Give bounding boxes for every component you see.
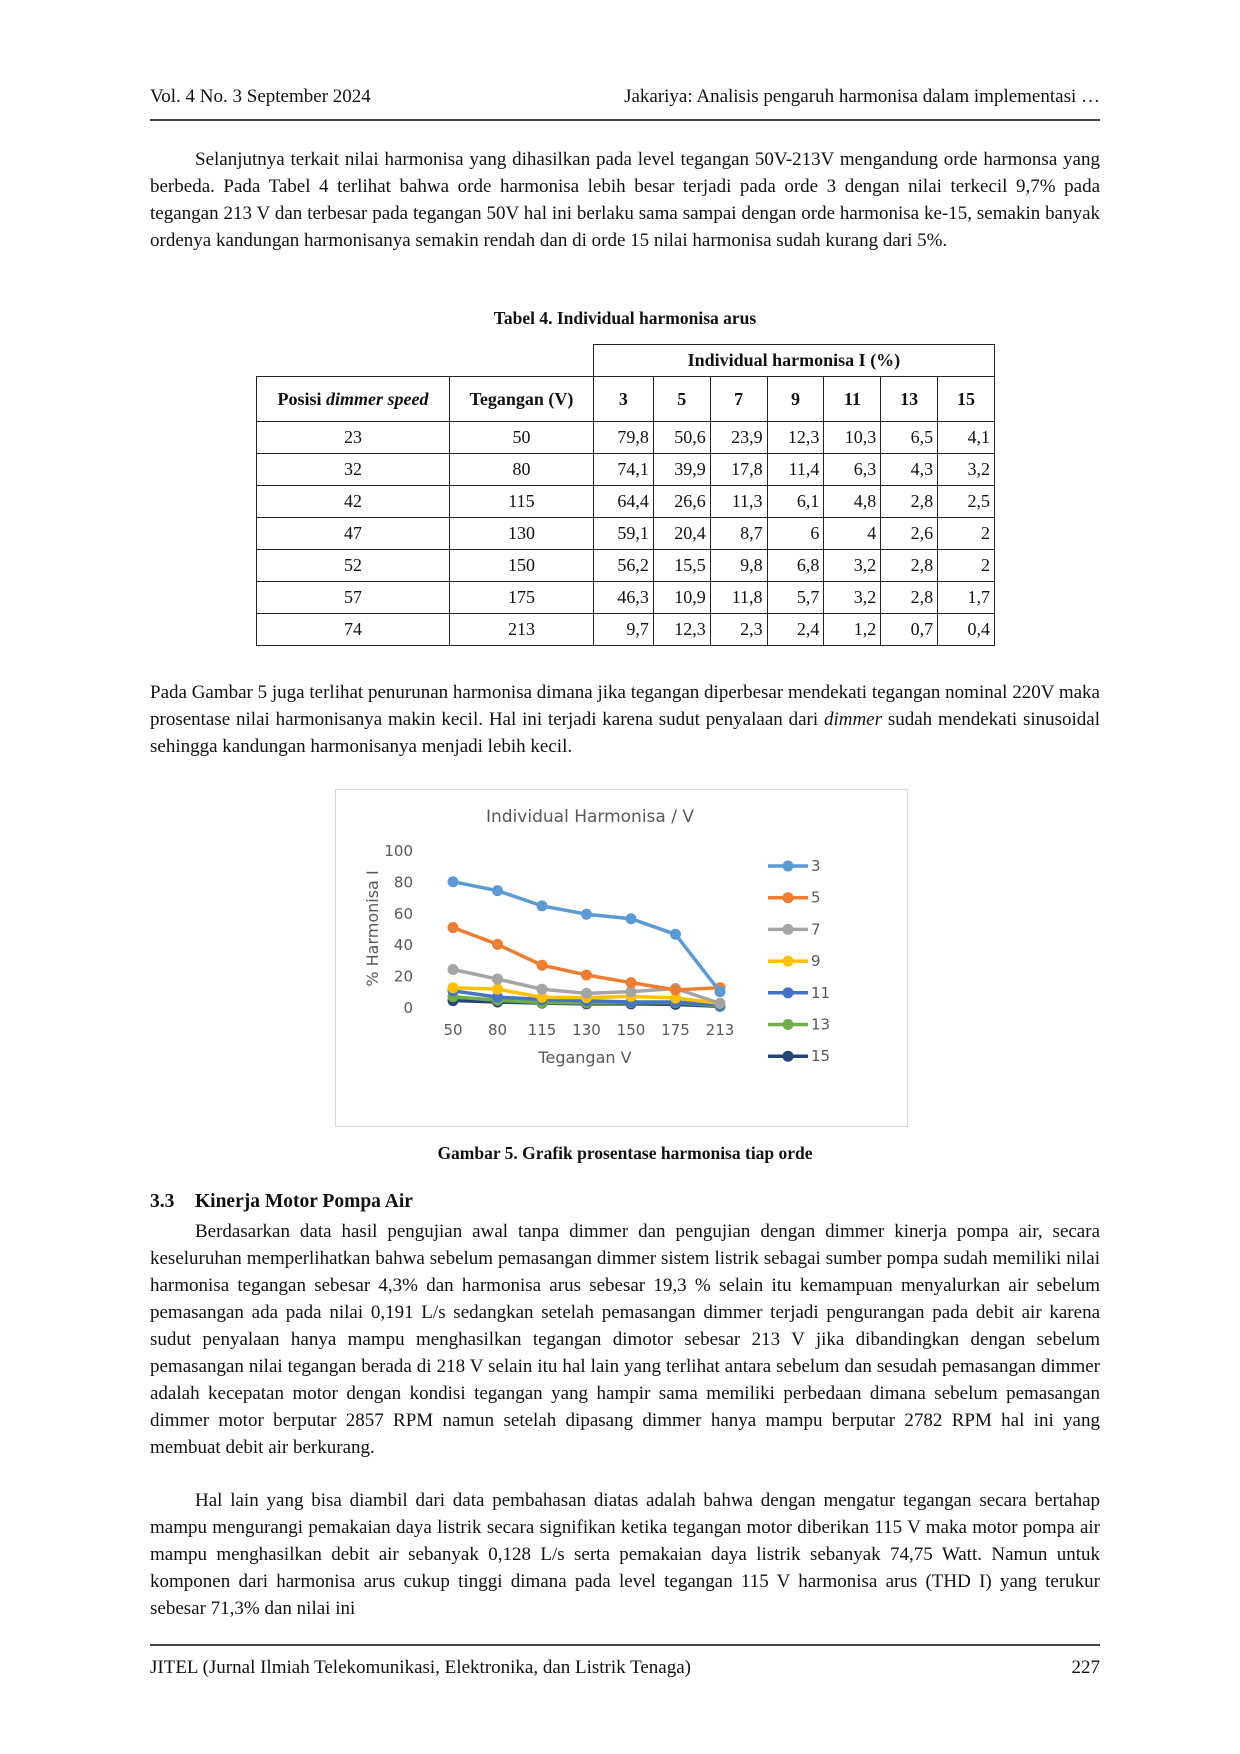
cell-harmonic: 11,8 [710,582,767,614]
col-order: 7 [710,377,767,422]
col-order: 11 [824,377,881,422]
table-group-header-row [257,345,995,377]
data-point [492,939,503,950]
cell-harmonic: 64,4 [593,486,653,518]
cell-harmonic: 2 [938,518,995,550]
harmonic-chart [335,789,908,1127]
cell-harmonic: 17,8 [710,454,767,486]
cell-posisi: 23 [257,422,450,454]
data-point [537,984,548,995]
cell-posisi: 74 [257,614,450,646]
x-tick-label: 150 [616,1021,646,1039]
cell-posisi: 57 [257,582,450,614]
header-rule [150,119,1100,121]
table-caption: Tabel 4. Individual harmonisa arus [493,308,757,328]
paragraph-harmonic-orders: Selanjutnya terkait nilai harmonisa yang dihasilkan pada level tegangan 50V-213V mengandung orde harmonsa yang berbeda. Pada Tabel 4 terlihat bahwa orde harmonisa lebih besar terjadi pada orde 3 dengan nilai terkecil 9,7% pada tegangan 213 V dan terbesar pada tegangan 50V hal ini berlaku sama sampai dengan orde harmonisa ke-15, semakin banyak ordenya kandungan harmonisanya semakin rendah dan di orde 15 nilai harmonisa sudah kurang dari 5%. [150,149,1100,251]
y-tick-label: 60 [393,904,413,923]
cell-harmonic: 0,4 [938,614,995,646]
legend-marker [783,924,794,935]
cell-tegangan: 115 [450,486,594,518]
col-order: 15 [938,377,995,422]
cell-harmonic: 2,3 [710,614,767,646]
x-tick-label: 213 [705,1021,735,1039]
cell-harmonic: 2,8 [881,550,938,582]
cell-harmonic: 26,6 [653,486,710,518]
cell-harmonic: 6 [767,518,824,550]
table-body [257,422,995,646]
cell-harmonic: 10,9 [653,582,710,614]
paragraph-motor-performance: Berdasarkan data hasil pengujian awal tanpa dimmer dan pengujian dengan dimmer kinerja pompa air, secara keseluruhan memperlihatkan bahwa sebelum pemasangan dimmer sistem listrik sebagai sumber pompa sudah memiliki nilai harmonisa tegangan sebesar 4,3% dan harmonisa arus sebesar 19,3 % selain itu kemampuan menyalurkan air sebelum pemasangan ada pada nilai 0,191 L/s sedangkan setelah pemasangan dimmer terjadi pengurangan pada debit air karena sudut penyalaan hanya mampu menghasilkan tegangan dimotor sebesar 213 V jika dibandingkan dengan sebelum pemasangan nilai tegangan berada di 218 V selain itu hal lain yang terlihat antara sebelum dan sesudah pemasangan dimmer adalah kecepatan motor dengan kondisi tegangan yang hampir sama memiliki perbedaan dimana sebelum pemasangan dimmer motor berputar 2857 RPM namun setelah dipasang dimmer hanya mampu berputar 2782 RPM hal ini yang membuat debit air berkurang. [150,1221,1100,1458]
cell-harmonic: 12,3 [653,614,710,646]
cell-harmonic: 1,7 [938,582,995,614]
cell-harmonic: 4,1 [938,422,995,454]
cell-harmonic: 4 [824,518,881,550]
cell-harmonic: 4,8 [824,486,881,518]
cell-harmonic: 3,2 [824,550,881,582]
data-point [492,885,503,896]
cell-harmonic: 15,5 [653,550,710,582]
data-point [492,974,503,985]
cell-tegangan: 130 [450,518,594,550]
cell-harmonic: 74,1 [593,454,653,486]
y-tick-label: 80 [393,873,413,892]
cell-harmonic: 10,3 [824,422,881,454]
y-tick-label: 40 [393,936,413,955]
cell-harmonic: 11,4 [767,454,824,486]
cell-harmonic: 0,7 [881,614,938,646]
legend-label: 3 [811,857,821,875]
legend-label: 15 [811,1047,831,1066]
data-point [448,964,459,975]
cell-harmonic: 6,8 [767,550,824,582]
cell-harmonic: 2,5 [938,486,995,518]
data-point [581,909,592,920]
table-row [257,454,995,486]
cell-harmonic: 46,3 [593,582,653,614]
cell-harmonic: 3,2 [824,582,881,614]
legend-label: 9 [811,952,821,971]
legend-label: 13 [811,1015,831,1034]
section-heading [150,1191,1100,1213]
cell-harmonic: 2,8 [881,486,938,518]
cell-harmonic: 20,4 [653,518,710,550]
cell-harmonic: 9,7 [593,614,653,646]
legend-marker [783,892,794,903]
legend-label: 11 [811,983,831,1002]
figure-caption: Gambar 5. Grafik prosentase harmonisa tiap orde [437,1143,813,1163]
data-point [626,977,637,988]
chart-svg [336,790,907,1126]
data-point [537,960,548,971]
x-tick-label: 175 [661,1021,690,1039]
y-tick-label: 100 [384,842,413,860]
legend-marker [783,956,794,967]
cell-harmonic: 59,1 [593,518,653,550]
running-header [150,86,1100,108]
cell-harmonic: 9,8 [710,550,767,582]
cell-tegangan: 150 [450,550,594,582]
data-point [492,984,503,995]
cell-harmonic: 23,9 [710,422,767,454]
data-point [581,969,592,980]
running-footer [150,1657,1100,1679]
cell-harmonic: 6,5 [881,422,938,454]
data-point [670,929,681,940]
cell-tegangan: 175 [450,582,594,614]
cell-posisi: 52 [257,550,450,582]
data-point [715,986,726,997]
y-tick-label: 20 [393,967,413,986]
cell-posisi: 32 [257,454,450,486]
legend-label: 7 [811,920,821,939]
legend-marker [783,1051,794,1062]
y-axis-label: % Harmonisa I [363,870,382,987]
table-row [257,614,995,646]
x-tick-label: 50 [443,1021,463,1039]
cell-posisi: 42 [257,486,450,518]
cell-harmonic: 2 [938,550,995,582]
col-order: 5 [653,377,710,422]
data-point [537,900,548,911]
table-row [257,518,995,550]
header-article: Jakariya: Analisis pengaruh harmonisa dalam implementasi … [624,86,1100,107]
data-point [626,913,637,924]
cell-harmonic: 12,3 [767,422,824,454]
section-title: Kinerja Motor Pompa Air [195,1191,413,1212]
data-point [715,998,726,1009]
legend-marker [783,1019,794,1030]
section-number: 3.3 [150,1191,175,1212]
table-row [257,582,995,614]
cell-posisi: 47 [257,518,450,550]
data-point [581,988,592,999]
cell-harmonic: 1,2 [824,614,881,646]
paragraph-figure-intro: Pada Gambar 5 juga terlihat penurunan harmonisa dimana jika tegangan diperbesar mendekati tegangan nominal 220V maka prosentase nilai harmonisanya makin kecil. Hal ini terjadi karena sudut penyalaan dari dimmer sudah mendekati sinusoidal sehingga kandungan harmonisanya menjadi lebih kecil. [150,682,1101,757]
cell-tegangan: 213 [450,614,594,646]
cell-harmonic: 56,2 [593,550,653,582]
col-order: 3 [593,377,653,422]
cell-harmonic: 79,8 [593,422,653,454]
cell-harmonic: 8,7 [710,518,767,550]
col-order: 9 [767,377,824,422]
table-row [257,422,995,454]
cell-harmonic: 39,9 [653,454,710,486]
x-tick-label: 130 [572,1021,601,1039]
cell-harmonic: 50,6 [653,422,710,454]
cell-harmonic: 2,8 [881,582,938,614]
footer-rule [150,1644,1100,1646]
page-number: 227 [1071,1657,1100,1678]
data-point [448,982,459,993]
cell-harmonic: 11,3 [710,486,767,518]
y-tick-label: 0 [403,999,413,1017]
legend-label: 5 [811,888,821,907]
col-posisi: Posisi dimmer speed [257,377,450,422]
col-order: 13 [881,377,938,422]
group-header: Individual harmonisa I (%) [593,345,994,377]
cell-harmonic: 2,4 [767,614,824,646]
cell-tegangan: 80 [450,454,594,486]
header-volume: Vol. 4 No. 3 September 2024 [150,86,371,107]
cell-tegangan: 50 [450,422,594,454]
data-point [448,922,459,933]
chart-title: Individual Harmonisa / V [486,807,694,827]
legend-marker [783,987,794,998]
cell-harmonic: 5,7 [767,582,824,614]
x-tick-label: 115 [527,1021,557,1039]
data-point [448,876,459,887]
legend-marker [783,861,794,872]
cell-harmonic: 4,3 [881,454,938,486]
cell-harmonic: 6,1 [767,486,824,518]
data-point [670,984,681,995]
cell-harmonic: 2,6 [881,518,938,550]
x-axis-label: Tegangan V [538,1048,632,1067]
footer-journal: JITEL (Jurnal Ilmiah Telekomunikasi, Elektronika, dan Listrik Tenaga) [150,1657,691,1678]
col-tegangan: Tegangan (V) [450,377,594,422]
table-row [257,486,995,518]
paragraph-power-usage: Hal lain yang bisa diambil dari data pembahasan diatas adalah bahwa dengan mengatur tegangan secara bertahap mampu mengurangi pemakaian daya listrik secara signifikan ketika tegangan motor diberikan 115 V maka motor pompa air mampu menghasilkan debit air sebanyak 0,128 L/s serta pemakaian daya listrik sebanyak 74,75 Watt. Namun untuk komponen dari harmonisa arus cukup tinggi dimana pada level tegangan 115 V harmonisa arus (THD I) yang terukur sebesar 71,3% dan nilai ini [150,1490,1100,1619]
journal-page [150,0,1100,1754]
table-header-row [257,377,995,422]
cell-harmonic: 6,3 [824,454,881,486]
harmonic-table [256,344,995,646]
cell-harmonic: 3,2 [938,454,995,486]
x-tick-label: 80 [487,1021,508,1039]
table-row [257,550,995,582]
